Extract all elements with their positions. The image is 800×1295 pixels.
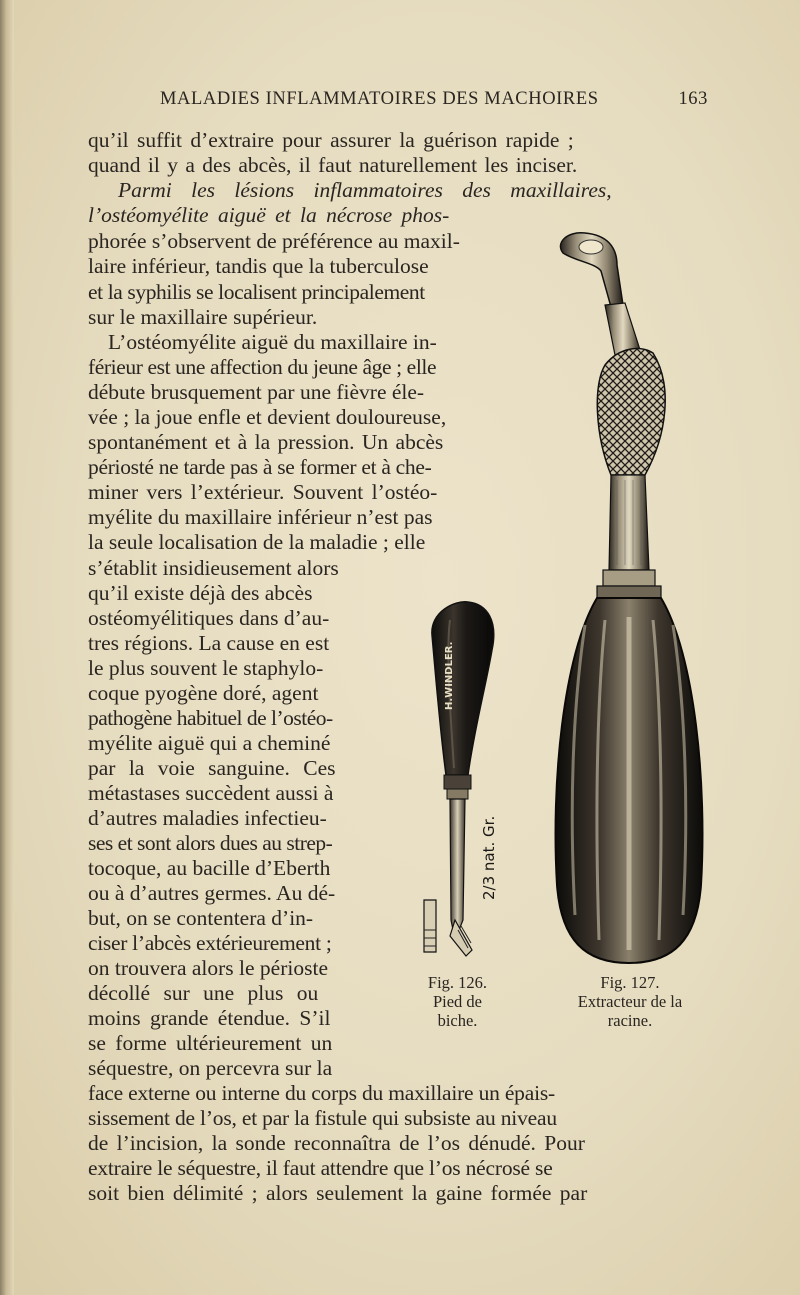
fig-127-caption	[545, 973, 715, 1030]
text-line: phorée s’observent de préférence au maxil-	[88, 229, 460, 253]
fig-126-caption-line: biche.	[437, 1011, 478, 1030]
text-line: d’autres maladies infectieu-	[88, 806, 327, 830]
text-line: miner vers l’extérieur. Souvent l’ostéo-	[88, 480, 438, 504]
text-line: se forme ultérieurement un	[88, 1031, 333, 1055]
text-line: sissement de l’os, et par la fistule qui subsiste au niveau	[88, 1106, 557, 1130]
root-extractor-illustration	[545, 225, 715, 970]
fig-126-caption-line: Pied de	[432, 992, 483, 1011]
running-title: MALADIES INFLAMMATOIRES DES MACHOIRES	[160, 89, 599, 109]
text-line: ses et sont alors dues au strep-	[88, 831, 333, 855]
text-line: férieur est une affection du jeune âge ; elle	[88, 355, 437, 379]
page-number: 163	[678, 89, 708, 109]
text-line: l’ostéomyélite aiguë et la nécrose phos-	[88, 203, 450, 227]
fig-127-caption-line: Extracteur de la	[577, 992, 683, 1011]
fig-126-caption	[400, 973, 515, 1030]
text-line: décollé sur une plus ou	[88, 981, 319, 1005]
scale-note: 2/3 nat. Gr.	[480, 815, 498, 900]
text-line: tocoque, au bacille d’Eberth	[88, 856, 331, 880]
maker-engraving: H.WINDLER.	[444, 641, 455, 710]
text-line: la seule localisation de la maladie ; elle	[88, 530, 426, 554]
text-line: le plus souvent le staphylo-	[88, 656, 324, 680]
text-line: ciser l’abcès extérieurement ;	[88, 931, 332, 955]
text-line: ou à d’autres germes. Au dé-	[88, 881, 336, 905]
text-line: quand il y a des abcès, il faut naturellement les inciser.	[88, 153, 578, 177]
text-line: but, on se contentera d’in-	[88, 906, 314, 930]
book-spine-edge	[0, 0, 14, 1295]
text-line: séquestre, on percevra sur la	[88, 1056, 333, 1080]
text-line: vée ; la joue enfle et devient douloureuse,	[88, 405, 447, 429]
text-line: qu’il suffit d’extraire pour assurer la guérison rapide ;	[88, 128, 574, 152]
text-line: laire inférieur, tandis que la tuberculose	[88, 254, 429, 278]
text-line: de l’incision, la sonde reconnaîtra de l’os dénudé. Pour	[88, 1131, 585, 1155]
text-line: on trouvera alors le périoste	[88, 956, 328, 980]
text-line: sur le maxillaire supérieur.	[88, 305, 318, 329]
text-line: et la syphilis se localisent principalement	[88, 280, 425, 304]
text-line: débute brusquement par une fièvre éle-	[88, 380, 425, 404]
text-line: tres régions. La cause en est	[88, 631, 330, 655]
fig-127-number: Fig. 127.	[600, 973, 660, 992]
running-header	[160, 89, 708, 115]
text-line: ostéomyélitiques dans d’au-	[88, 606, 330, 630]
text-line: face externe ou interne du corps du maxillaire un épais-	[88, 1081, 555, 1105]
pied-de-biche-illustration	[410, 600, 515, 965]
text-line: coque pyogène doré, agent	[88, 681, 319, 705]
fig-127-caption-line: racine.	[607, 1011, 653, 1030]
text-line: Parmi les lésions inflammatoires des maxillaires,	[118, 178, 612, 202]
text-line: s’établit insidieusement alors	[88, 556, 339, 580]
text-line: métastases succèdent aussi à	[88, 781, 334, 805]
text-line: par la voie sanguine. Ces	[88, 756, 336, 780]
text-line: pathogène habituel de l’ostéo-	[88, 706, 333, 730]
text-line: myélite aiguë qui a cheminé	[88, 731, 331, 755]
fig-126-number: Fig. 126.	[427, 973, 488, 992]
text-line: moins grande étendue. S’il	[88, 1006, 331, 1030]
text-line: soit bien délimité ; alors seulement la gaine formée par	[88, 1181, 588, 1205]
text-line: extraire le séquestre, il faut attendre que l’os nécrosé se	[88, 1156, 553, 1180]
text-line: L’ostéomyélite aiguë du maxillaire in-	[108, 330, 437, 354]
text-line: myélite du maxillaire inférieur n’est pas	[88, 505, 433, 529]
text-line: spontanément et à la pression. Un abcès	[88, 430, 444, 454]
text-line: qu’il existe déjà des abcès	[88, 581, 313, 605]
text-line: périosté ne tarde pas à se former et à che-	[88, 455, 432, 479]
